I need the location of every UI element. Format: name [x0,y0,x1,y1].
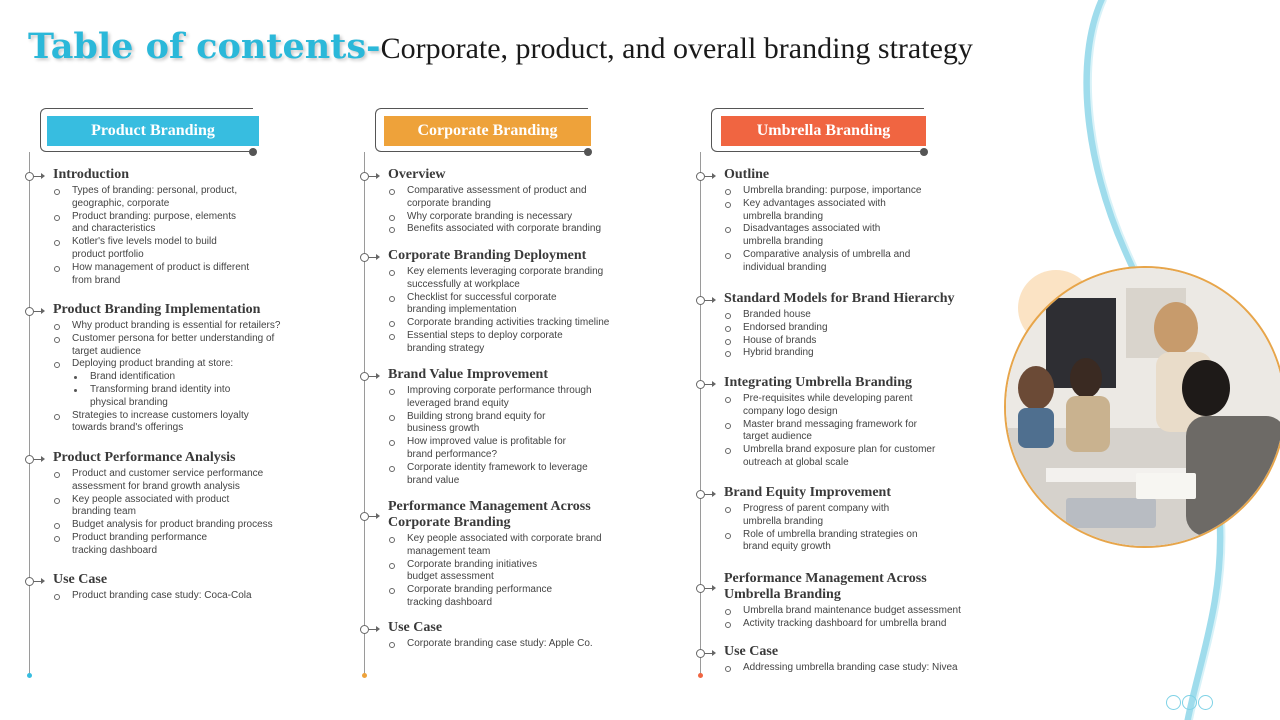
arrow-icon [705,653,714,654]
list-subitem: Transforming brand identity into [52,384,316,397]
node-icon [360,253,369,262]
list-item: Essential steps to deploy corporate [387,330,651,343]
list-item: Umbrella branding: purpose, importance [723,185,987,198]
page-title [28,26,973,67]
list-item: towards brand's offerings [72,422,184,434]
list-item: Comparative analysis of umbrella and [723,249,987,262]
list-item: Key advantages associated with [723,198,987,211]
arrow-icon [369,376,378,377]
list-item: Activity tracking dashboard for umbrella brand [723,618,987,631]
list-item: Key people associated with corporate brand [387,533,651,546]
list-item: Budget analysis for product branding process [52,519,316,532]
section-title: Product Branding Implementation [53,302,261,317]
section-items [52,320,316,435]
list-item: How management of product is different [52,262,316,275]
node-icon [360,512,369,521]
section-product-branding-implementation[interactable] [26,302,316,435]
section-title: Use Case [724,644,779,659]
arrow-icon [705,494,714,495]
section-title: Introduction [53,167,129,182]
list-item: Building strong brand equity for [387,411,651,424]
section-brand-value-improvement[interactable] [361,367,651,487]
title-highlight: Table of contents- [28,26,381,67]
section-overview[interactable] [361,167,651,236]
list-item: assessment for brand growth analysis [72,480,240,492]
section-title: Performance Management Across [724,571,927,586]
node-icon [696,380,705,389]
section-items [723,309,987,360]
list-item: Corporate branding initiatives [387,559,651,572]
list-item: business growth [407,423,480,435]
list-item: target audience [743,431,812,443]
arrow-icon [705,384,714,385]
list-item: Corporate branding activities tracking timeline [387,317,651,330]
node-icon [25,577,34,586]
arrow-icon [369,176,378,177]
section-items [723,605,987,631]
section-items [387,385,651,487]
section-title: Standard Models for Brand Hierarchy [724,291,955,306]
list-item: House of brands [723,335,987,348]
list-item: corporate branding [407,197,491,209]
section-product-performance-analysis[interactable] [26,450,316,558]
list-item: Progress of parent company with [723,503,987,516]
list-item: tracking dashboard [407,596,493,608]
list-item: leveraged brand equity [407,397,509,409]
list-item: Checklist for successful corporate [387,292,651,305]
node-icon [360,625,369,634]
arrow-icon [34,311,43,312]
list-item: Hybrid branding [723,347,987,360]
list-subitem: Brand identification [52,371,316,384]
section-title: Outline [724,167,770,182]
section-items [723,503,987,554]
node-icon [696,649,705,658]
list-item: management team [407,545,491,557]
section-title: Integrating Umbrella Branding [724,375,912,390]
list-item: successfully at workplace [407,278,520,290]
list-item: Branded house [723,309,987,322]
list-item: Kotler's five levels model to build [52,236,316,249]
list-item: outreach at global scale [743,456,849,468]
section-title: Corporate Branding Deployment [388,248,587,263]
list-subitem: physical branding [90,396,168,408]
section-use-case[interactable] [697,644,987,675]
list-item: Pre-requisites while developing parent [723,393,987,406]
arrow-icon [34,581,43,582]
list-item: Why product branding is essential for retailers? [52,320,316,333]
section-title: Overview [388,167,446,182]
section-brand-equity-improvement[interactable] [697,485,987,554]
section-introduction[interactable] [26,167,316,287]
timeline-end-dot [362,673,367,678]
list-item: umbrella branding [743,515,824,527]
arrow-icon [705,300,714,301]
section-corporate-branding-deployment[interactable] [361,248,651,356]
list-item: Deploying product branding at store: [52,358,316,371]
circle-icon [1198,695,1213,710]
list-item: Customer persona for better understanding of [52,333,316,346]
section-items [52,185,316,287]
arrow-icon [369,516,378,517]
arrow-icon [369,257,378,258]
section-title: Use Case [53,572,108,587]
list-item: Types of branding: personal, product, [52,185,316,198]
list-item: product portfolio [72,248,144,260]
arrow-icon [705,176,714,177]
section-use-case[interactable] [26,572,316,603]
bracket-dot [920,148,928,156]
arrow-icon [705,588,714,589]
list-item: branding team [72,506,136,518]
list-item: geographic, corporate [72,197,170,209]
list-item: Product branding: purpose, elements [52,211,316,224]
category-corporate-branding[interactable]: Corporate Branding [384,116,591,146]
list-item: branding strategy [407,342,485,354]
list-item: tracking dashboard [72,544,158,556]
arrow-icon [34,176,43,177]
section-title: Brand Equity Improvement [724,485,891,500]
list-item: individual branding [743,261,827,273]
node-icon [25,172,34,181]
list-item: Umbrella brand exposure plan for customer [723,444,987,457]
footer-decoration [1166,695,1213,710]
timeline-end-dot [27,673,32,678]
list-item: Key people associated with product [52,494,316,507]
list-item: Corporate identity framework to leverage [387,462,651,475]
list-item: Umbrella brand maintenance budget assessment [723,605,987,618]
list-item: Key elements leveraging corporate branding [387,266,651,279]
title-rest: Corporate, product, and overall branding strategy [380,32,973,65]
section-title: Product Performance Analysis [53,450,236,465]
arrow-icon [34,459,43,460]
node-icon [696,584,705,593]
section-title-line2: Umbrella Branding [724,587,841,602]
list-item: umbrella branding [743,236,824,248]
section-standard-models[interactable] [697,291,987,360]
list-item: company logo design [743,405,838,417]
node-icon [25,307,34,316]
list-item: branding implementation [407,304,517,316]
section-items [387,533,651,610]
section-items [387,638,651,651]
section-items [723,393,987,470]
list-item: Product branding case study: Coca-Cola [52,590,316,603]
list-item: Disadvantages associated with [723,223,987,236]
node-icon [696,172,705,181]
section-title: Performance Management Across [388,499,591,514]
list-item: Corporate branding case study: Apple Co. [387,638,651,651]
node-icon [360,372,369,381]
list-item: budget assessment [407,571,494,583]
list-item: Product and customer service performance [52,468,316,481]
circle-icon [1182,695,1197,710]
list-item: brand equity growth [743,541,831,553]
list-item: brand value [407,474,460,486]
section-items [723,662,987,675]
list-item: Comparative assessment of product and [387,185,651,198]
list-item: target audience [72,345,141,357]
section-performance-management-corporate[interactable] [361,499,651,610]
bracket-dot [584,148,592,156]
section-title-line2: Corporate Branding [388,515,511,530]
section-title: Brand Value Improvement [388,367,548,382]
team-photo [1004,266,1280,548]
list-item: Strategies to increase customers loyalty [52,410,316,423]
section-items [387,266,651,356]
section-performance-management-umbrella[interactable] [697,571,987,631]
list-item: Improving corporate performance through [387,385,651,398]
section-use-case[interactable] [361,620,651,651]
arrow-icon [369,629,378,630]
section-items [52,468,316,558]
list-item: Endorsed branding [723,322,987,335]
list-item: Master brand messaging framework for [723,419,987,432]
category-umbrella-branding[interactable]: Umbrella Branding [721,116,926,146]
list-item: Corporate branding performance [387,584,651,597]
section-items [52,590,316,603]
node-icon [25,455,34,464]
list-item: brand performance? [407,448,498,460]
section-title: Use Case [388,620,443,635]
section-integrating-umbrella-branding[interactable] [697,375,987,470]
team-photo-illustration [1006,268,1280,548]
list-item: How improved value is profitable for [387,436,651,449]
list-item: from brand [72,274,121,286]
list-item: Benefits associated with corporate branding [387,223,651,236]
category-product-branding[interactable]: Product Branding [47,116,259,146]
list-item: Addressing umbrella branding case study: Nivea [723,662,987,675]
list-item: Role of umbrella branding strategies on [723,529,987,542]
circle-icon [1166,695,1181,710]
section-items [723,185,987,275]
list-item: Product branding performance [52,532,316,545]
node-icon [696,490,705,499]
section-items [387,185,651,236]
list-item: umbrella branding [743,210,824,222]
bracket-dot [249,148,257,156]
list-item: and characteristics [72,223,156,235]
node-icon [696,296,705,305]
list-item: Why corporate branding is necessary [387,211,651,224]
node-icon [360,172,369,181]
section-outline[interactable] [697,167,987,275]
